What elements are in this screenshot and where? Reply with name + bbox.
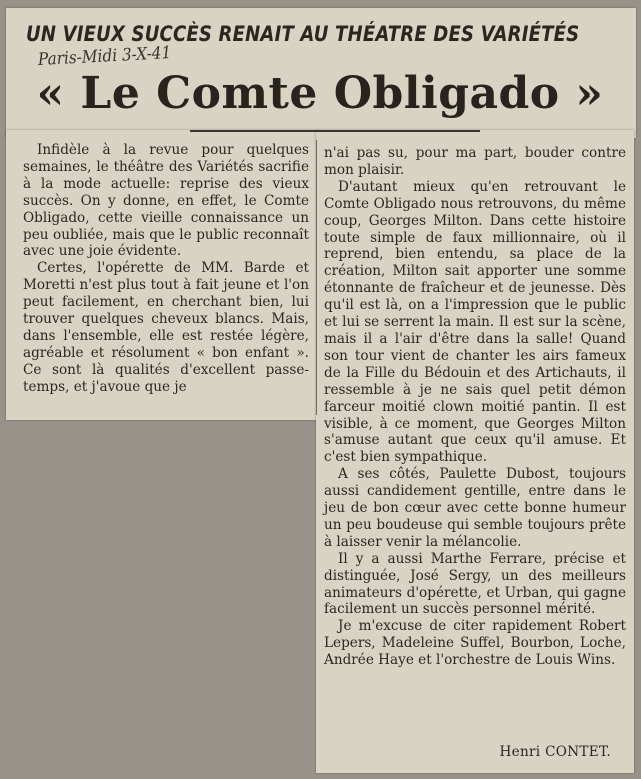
article-title: « Le Comte Obligado »: [36, 68, 604, 119]
handwritten-source-note: Paris-Midi 3-X-41: [37, 43, 172, 70]
paragraph: Infidèle à la revue pour quelques semaines, le théâtre des Variétés sacrifie à la mode actuelle: reprise des vieux succès. On y donne, en effet, le Comte Obligado, cette vieille connaissance un peu oubliée, mais que le public reconnaît avec une joie évidente.: [23, 142, 309, 260]
article-column-right: [324, 145, 626, 669]
paragraph: D'autant mieux qu'en retrouvant le Comte Obligado nous retrouvons, du même coup, Georges Milton. Dans cette histoire toute simple de faux millionnaire, où il reprend, bien entendu, sa place de la création, Milton sait apporter une somme étonnante de fraîcheur et de jeunesse. Dès qu'il est là, on a l'impression que le public et lui se serrent la main. Il est sur la scène, mais il a l'air d'être dans la salle! Quand son tour vient de chanter les airs fameux de la Fille du Bédouin et des Artichauts, il ressemble à je ne sais quel petit démon farceur moitié clown moitié pantin. Il est visible, à ce moment, que Georges Milton s'amuse autant que ceux qu'il amuse. Et c'est bien sympathique.: [324, 178, 626, 466]
column-divider: [316, 140, 317, 415]
article-kicker: UN VIEUX SUCCÈS RENAIT AU THÉATRE DES VARIÉTÉS: [26, 22, 580, 46]
paragraph: Certes, l'opérette de MM. Barde et Moretti n'est plus tout à fait jeune et l'on peut facilement, en cherchant bien, lui trouver quelques cheveux blancs. Mais, dans l'ensemble, elle est restée légère, agréable et résolument « bon enfant ». Ce sont là qualités d'excellent passe-temps, et j'avoue que je: [23, 260, 309, 395]
paragraph: Il y a aussi Marthe Ferrare, précise et distinguée, José Sergy, un des meilleurs animateurs d'opérette, et Urban, qui gagne facilement un succès personnel mérité.: [324, 550, 626, 618]
title-rule: [190, 130, 480, 132]
paragraph: A ses côtés, Paulette Dubost, toujours aussi candidement gentille, entre dans le jeu de bon cœur avec cette bonne humeur un peu boudeuse qui semble toujours prête à laisser venir la mélancolie.: [324, 466, 626, 550]
paragraph: Je m'excuse de citer rapidement Robert Lepers, Madeleine Suffel, Bourbon, Loche, Andrée Haye et l'orchestre de Louis Wins.: [324, 618, 626, 669]
article-column-left: [23, 142, 309, 396]
paragraph: n'ai pas su, pour ma part, bouder contre mon plaisir.: [324, 145, 626, 178]
author-signature: Henri CONTET.: [499, 744, 611, 760]
